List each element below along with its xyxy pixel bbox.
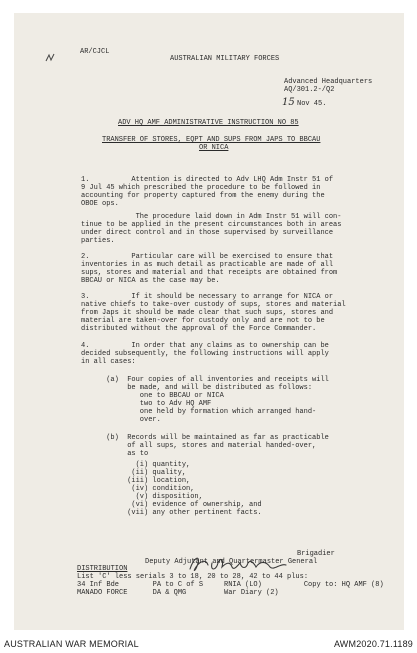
subject-line-2: OR NICA (199, 144, 229, 152)
distribution-heading: DISTRIBUTION (77, 565, 128, 573)
text-line: (vi) evidence of ownership, and (81, 501, 262, 509)
text-line: parties. (81, 237, 115, 245)
text-line: in all cases: (81, 358, 136, 366)
footer-accession-number: AWM2020.71.1189 (333, 639, 413, 649)
text-line: inventories in as much detail as practicable are made of all (81, 261, 334, 269)
text-line: of all sups, stores and material handed-over, (81, 442, 317, 450)
handwritten-date: 15 (282, 97, 295, 108)
text-line: BBCAU or NICA as the case may be. (81, 277, 220, 285)
text-line: tinue to be applied in the present circumstances both in areas (81, 221, 342, 229)
instruction-title: ADV HQ AMF ADMINISTRATIVE INSTRUCTION NO 85 (118, 119, 299, 127)
text-line: accounting for property captured from the enemy during the (81, 192, 325, 200)
text-line: 4. In order that any claims as to ownership can be (81, 342, 329, 350)
text-line: 1. Attention is directed to Adv LHQ Adm Instr 51 of (81, 176, 334, 184)
hq-reference: AQ/301.2-/Q2 (284, 86, 335, 94)
distribution-line: 34 Inf Bde PA to C of S RNIA (LO) Copy to: HQ AMF (8) (77, 581, 384, 589)
document-page (14, 13, 404, 630)
footer-institution: AUSTRALIAN WAR MEMORIAL (4, 639, 139, 649)
text-line: (i) quantity, (81, 461, 191, 469)
text-line: 9 Jul 45 which prescribed the procedure to be followed in (81, 184, 321, 192)
text-line: (ii) quality, (81, 469, 187, 477)
text-line: (iv) condition, (81, 485, 195, 493)
text-line: two to Adv HQ AMF (81, 400, 212, 408)
text-line: as to (81, 450, 149, 458)
file-reference: AR/CJCL (80, 48, 110, 56)
signatory-rank: Brigadier (297, 550, 335, 558)
text-line: The procedure laid down in Adm Instr 51 will con- (81, 213, 342, 221)
text-line: material are taken-over for custody only and are not to be (81, 317, 325, 325)
pencil-mark (44, 52, 56, 64)
text-line: under direct control and in those supervised by surveillance (81, 229, 334, 237)
archive-footer (0, 634, 417, 653)
hq-name: Advanced Headquarters (284, 78, 373, 86)
text-line: (a) Four copies of all inventories and receipts will (81, 376, 329, 384)
text-line: be made, and will be distributed as follows: (81, 384, 313, 392)
text-line: one to BBCAU or NICA (81, 392, 224, 400)
text-line: sups, stores and material and that receipts are obtained from (81, 269, 338, 277)
text-line: one held by formation which arranged hand- (81, 408, 317, 416)
text-line: OBOE ops. (81, 200, 119, 208)
distribution-line: MANADO FORCE DA & QMG War Diary (2) (77, 589, 279, 597)
signatory-appointment: Deputy Adjutant and Quartermaster General (145, 558, 318, 566)
text-line: decided subsequently, the following instructions will apply (81, 350, 329, 358)
text-line: distributed without the approval of the Force Commander. (81, 325, 317, 333)
text-line: 3. If it should be necessary to arrange for NICA or (81, 293, 334, 301)
text-line: (iii) location, (81, 477, 191, 485)
text-line: 2. Particular care will be exercised to ensure that (81, 253, 334, 261)
document-header-title: AUSTRALIAN MILITARY FORCES (170, 55, 280, 63)
text-line: (vii) any other pertinent facts. (81, 509, 262, 517)
text-line: (v) disposition, (81, 493, 203, 501)
text-line: native chiefs to take-over custody of sups, stores and material (81, 301, 346, 309)
subject-line-1: TRANSFER OF STORES, EQPT AND SUPS FROM JAPS TO BBCAU (102, 136, 321, 144)
text-line: from Japs it should be made clear that such sups, stores and (81, 309, 334, 317)
distribution-line: List 'C' less serials 3 to 18, 20 to 28, 42 to 44 plus: (77, 573, 309, 581)
text-line: over. (81, 416, 161, 424)
text-line: (b) Records will be maintained as far as practicable (81, 434, 329, 442)
typed-date: Nov 45. (297, 100, 327, 108)
